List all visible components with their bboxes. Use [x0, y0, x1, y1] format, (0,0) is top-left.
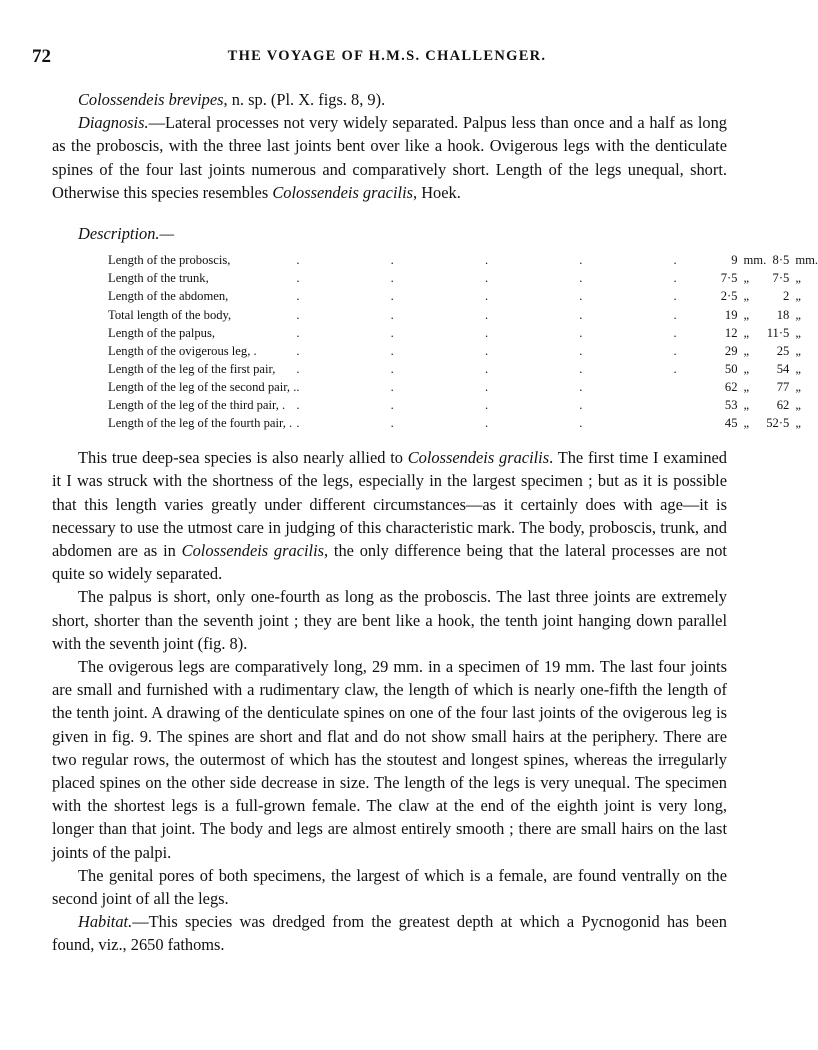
- habitat-paragraph: [52, 910, 727, 956]
- diagnosis-paragraph: [52, 111, 727, 204]
- measurement-label: Length of the palpus,: [108, 325, 216, 340]
- leader-dots: . . . . .: [296, 361, 721, 376]
- measurement-label: Length of the trunk,: [108, 271, 209, 286]
- paragraph-text: . The first time I examined it I was struck with the shortness of the legs, especially in the largest specimen ; but as it is possible that this length varies greatly under different circumstances—as it certainly does with age—it is necessary to use the utmost care in judging of this characteristic mark. The body, proboscis, trunk, and abdomen are as in: [52, 448, 727, 560]
- diagnosis-label: Diagnosis.: [78, 113, 149, 133]
- value-specimen-2: 7·5: [772, 271, 790, 286]
- species-name: Colossendeis brevipes: [78, 90, 224, 109]
- unit-specimen-2: „: [795, 397, 801, 412]
- value-specimen-2: 54: [776, 361, 790, 376]
- species-reference: Colossendeis gracilis: [181, 540, 325, 560]
- value-specimen-1: 53: [724, 397, 738, 412]
- species-plate-ref: , n. sp. (Pl. X. figs. 8, 9).: [223, 90, 386, 109]
- unit-specimen-2: „: [795, 343, 801, 358]
- value-specimen-1: 29: [724, 343, 738, 358]
- leader-dots: . . . . .: [296, 289, 721, 304]
- species-reference: Colossendeis gracilis: [272, 182, 414, 202]
- species-heading: [52, 88, 727, 111]
- value-specimen-1: 62: [724, 379, 738, 394]
- body-paragraph-2: The palpus is short, only one-fourth as long as the proboscis. The last three joints are extremely short, shorter than the seventh joint ; they are bent like a hook, the tenth joint hanging down parallel with the seventh joint (fig. 8).: [52, 587, 727, 653]
- value-specimen-1: 19: [724, 307, 738, 322]
- measurement-label: Length of the leg of the first pair,: [108, 361, 276, 376]
- unit-specimen-1: „: [743, 343, 750, 358]
- value-specimen-1: 9: [731, 253, 738, 268]
- measurement-row: [108, 306, 818, 324]
- unit-specimen-1: „: [743, 379, 750, 394]
- value-specimen-2: 77: [776, 379, 790, 394]
- unit-specimen-1: „: [743, 271, 750, 286]
- unit-specimen-1: mm.: [743, 253, 767, 268]
- unit-specimen-1: „: [743, 325, 750, 340]
- leader-dots: . . . . .: [296, 253, 721, 268]
- measurements-table: [108, 251, 818, 432]
- measurement-label: Length of the abdomen,: [108, 289, 229, 304]
- page-number: 72: [32, 46, 51, 67]
- leader-dots: . . . . .: [296, 343, 721, 358]
- unit-specimen-2: „: [795, 361, 801, 376]
- value-specimen-2: 2: [783, 289, 790, 304]
- unit-specimen-1: „: [743, 307, 750, 322]
- body-paragraph-4: The genital pores of both specimens, the largest of which is a female, are found ventrally on the second joint of all the legs.: [52, 865, 727, 909]
- value-specimen-1: 50: [724, 361, 738, 376]
- value-specimen-2: 25: [776, 343, 790, 358]
- leader-dots: . . . .: [296, 379, 627, 394]
- measurement-row: [108, 360, 818, 378]
- measurement-row: [108, 287, 818, 305]
- measurement-label: Length of the leg of the fourth pair, .: [108, 416, 293, 431]
- diagnosis-text-end: , Hoek.: [413, 182, 461, 202]
- unit-specimen-2: „: [795, 379, 801, 394]
- measurement-label: Length of the ovigerous leg, .: [108, 343, 257, 358]
- unit-specimen-2: „: [795, 289, 801, 304]
- value-specimen-1: 12: [724, 325, 738, 340]
- leader-dots: . . . .: [296, 397, 627, 412]
- value-specimen-2: 62: [776, 397, 790, 412]
- measurement-row: [108, 342, 818, 360]
- unit-specimen-2: „: [795, 416, 801, 431]
- value-specimen-2: 18: [776, 307, 790, 322]
- diagnosis-text: —Lateral processes not very widely separated. Palpus less than once and a half as long as the proboscis, with the three last joints bent over like a hook. Ovigerous legs with the denticulate spines of the four last joints numerous and comparatively short. Length of the legs unequal, short. Otherwise this species resembles: [52, 113, 727, 202]
- paragraph-text: This true deep-sea species is also nearly allied to: [78, 448, 408, 468]
- unit-specimen-2: „: [795, 325, 801, 340]
- leader-dots: . . . .: [296, 416, 627, 431]
- habitat-label: Habitat.: [78, 912, 133, 932]
- unit-specimen-2: „: [795, 271, 801, 286]
- description-heading: [52, 222, 727, 245]
- measurement-row: [108, 378, 818, 396]
- measurement-label: Length of the proboscis,: [108, 253, 231, 268]
- page-body: [52, 88, 818, 957]
- value-specimen-1: 7·5: [720, 271, 738, 286]
- measurement-row: [108, 269, 818, 287]
- habitat-text: —This species was dredged from the greatest depth at which a Pycnogonid has been found, viz., 2650 fathoms.: [52, 912, 727, 955]
- body-paragraph-1: [52, 446, 727, 585]
- value-specimen-2: 11·5: [766, 325, 790, 340]
- value-specimen-2: 52·5: [766, 416, 790, 431]
- paragraph-text: , the only difference being that the lateral processes are not quite so widely separated.: [52, 540, 727, 584]
- body-paragraph-3: The ovigerous legs are comparatively long, 29 mm. in a specimen of 19 mm. The last four joints are small and furnished with a rudimentary claw, the length of which is nearly one-fifth the length of the tenth joint. A drawing of the denticulate spines on one of the four last joints of the ovigerous leg is given in fig. 9. The spines are short and flat and do not show small hairs at the periphery. There are two regular rows, the outermost of which has the stoutest and longest spines, whereas the irregularly placed spines on the other side decrease in size. The length of the legs is very unequal. The specimen with the shortest legs is a full-grown female. The claw at the end of the eighth joint is very long, longer than that joint. The body and legs are almost entirely smooth ; there are small hairs on the last joints of the palpi.: [52, 656, 727, 862]
- unit-specimen-2: „: [795, 307, 801, 322]
- unit-specimen-2: mm.: [795, 253, 818, 268]
- page-header: [32, 46, 742, 70]
- measurement-row: [108, 324, 818, 342]
- value-specimen-2: 8·5: [772, 253, 790, 268]
- leader-dots: . . . . .: [296, 325, 721, 340]
- measurement-row: [108, 414, 818, 432]
- value-specimen-1: 2·5: [720, 289, 738, 304]
- measurement-label: Total length of the body,: [108, 307, 232, 322]
- leader-dots: . . . . .: [296, 307, 721, 322]
- unit-specimen-1: „: [743, 416, 750, 431]
- measurement-label: Length of the leg of the third pair, .: [108, 397, 286, 412]
- measurement-row: [108, 396, 818, 414]
- measurement-label: Length of the leg of the second pair, .: [108, 379, 297, 394]
- description-label: Description.—: [78, 224, 175, 244]
- value-specimen-1: 45: [724, 416, 738, 431]
- species-reference: Colossendeis gracilis: [407, 448, 550, 468]
- unit-specimen-1: „: [743, 289, 750, 304]
- unit-specimen-1: „: [743, 361, 750, 376]
- leader-dots: . . . . .: [296, 271, 721, 286]
- measurement-row: [108, 251, 818, 269]
- running-title: THE VOYAGE OF H.M.S. CHALLENGER.: [227, 48, 547, 64]
- unit-specimen-1: „: [743, 397, 750, 412]
